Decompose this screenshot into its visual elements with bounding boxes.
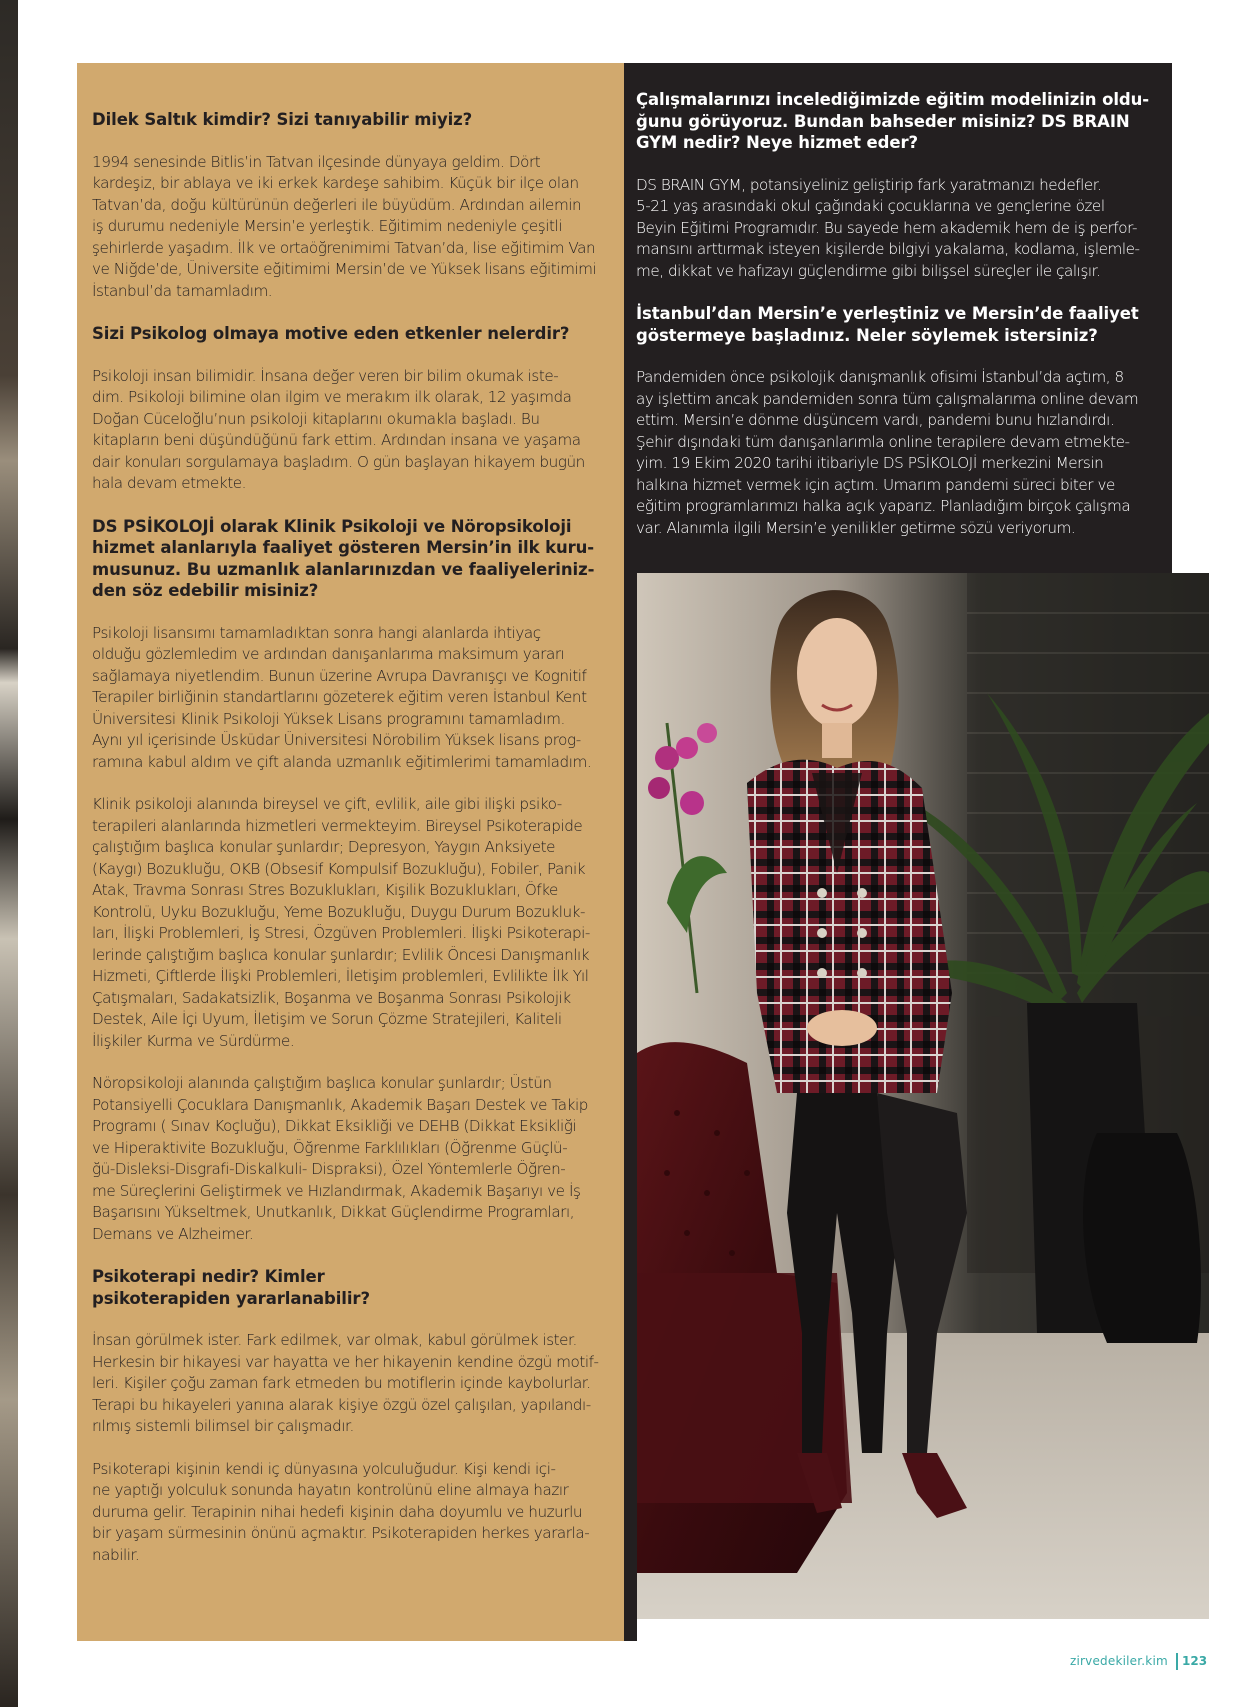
text-line: lerinde çalıştığım başlıca konular şunlardır; Evlilik Öncesi Danışmanlık — [92, 945, 590, 964]
text-line: Destek, Aile İçi Uyum, İletişim ve Sorun Çözme Stratejileri, Kaliteli — [92, 1010, 562, 1028]
text-line: den söz edebilir misiniz? — [92, 581, 319, 600]
text-line: Psikoloji insan bilimidir. İnsana değer veren bir bilim okumak iste- — [92, 366, 559, 385]
background-photo-edge — [0, 0, 18, 1707]
text-line: halkına hizmet vermek için açtım. Umarım pandemi süreci biter ve — [636, 475, 1115, 494]
text-line: GYM nedir? Neye hizmet eder? — [636, 133, 918, 152]
text-line: hizmet alanlarıyla faaliyet gösteren Mersin’in ilk kuru- — [92, 538, 595, 557]
text-line: Sizi Psikolog olmaya motive eden etkenler nelerdir? — [92, 324, 570, 343]
text-line: Psikoterapi nedir? Kimler — [92, 1267, 325, 1286]
question-heading — [92, 1266, 610, 1309]
text-line: Doğan Cüceloğlu’nun psikoloji kitaplarını okumakla başladı. Bu — [92, 409, 540, 428]
text-line: DS BRAIN GYM, potansiyeliniz geliştirip fark yaratmanızı hedefler. — [636, 175, 1102, 194]
text-line: Terapi bu hikayeleri yanına alarak kişiye özgü özel çalışılan, yapılandı- — [92, 1395, 591, 1414]
text-line: Tatvan’da, doğu kültürünün değerleri ile büyüdüm. Ardından ailemin — [92, 195, 582, 214]
text-line: İnsan görülmek ister. Fark edilmek, var olmak, kabul görülmek ister. — [92, 1331, 577, 1349]
text-line: Demans ve Alzheimer. — [92, 1224, 254, 1243]
text-line: terapileri alanlarında hizmetleri vermekteyim. Bireysel Psikoterapide — [92, 816, 583, 835]
text-line: İlişkiler Kurma ve Sürdürme. — [92, 1031, 295, 1050]
text-line: Pandemiden önce psikolojik danışmanlık ofisimi İstanbul’da açtım, 8 — [636, 368, 1124, 386]
text-line: Programı ( Sınav Koçluğu), Dikkat Eksikliği ve DEHB (Dikkat Eksikliği — [92, 1117, 577, 1135]
footer-divider — [1176, 1653, 1178, 1670]
text-line: Psikoloji lisansımı tamamladıktan sonra hangi alanlarda ihtiyaç — [92, 623, 541, 642]
text-line: Herkesin bir hikayesi var hayatta ve her hikayenin kendine özgü motif- — [92, 1352, 599, 1371]
text-line: DS PSİKOLOJİ olarak Klinik Psikoloji ve Nöropsikoloji — [92, 516, 572, 536]
text-line: leri. Kişiler çoğu zaman fark etmeden bu motiflerin içinde kaybolurlar. — [92, 1374, 591, 1392]
text-line: şehirlerde yaşadım. İlk ve ortaöğrenimimi Tatvan’da, lise eğitimim Van — [92, 238, 596, 257]
text-line: ğü-Disleksi-Disgrafi-Diskalkuli- Dispraksi), Özel Yöntemlerle Öğren- — [92, 1160, 566, 1178]
text-line: çalıştığım başlıca konular şunlardır; Depresyon, Yaygın Anksiyete — [92, 838, 556, 856]
text-line: Hizmeti, Çiftlerde İlişki Problemleri, İletişim problemleri, Evlilikte İlk Yıl — [92, 967, 589, 985]
text-line: Psikoterapi kişinin kendi iç dünyasına yolculuğudur. Kişi kendi içi- — [92, 1459, 556, 1478]
text-line: Aynı yıl içerisinde Üsküdar Üniversitesi Nörobilim Yüksek lisans prog- — [92, 731, 581, 749]
text-line: Çatışmaları, Sadakatsizlik, Boşanma ve Boşanma Sonrası Psikolojik — [92, 988, 571, 1007]
text-line: kitapların beni düşündüğünü fark ettim. Ardından insana ve yaşama — [92, 431, 581, 449]
text-line: kardeşiz, bir ablaya ve iki erkek kardeşe sahibim. Küçük bir ilçe olan — [92, 174, 579, 192]
text-line: ettim. Mersin’e dönme düşüncem vardı, pandemi bunu hızlandırdı. — [636, 411, 1115, 429]
text-line: 1994 senesinde Bitlis’in Tatvan ilçesinde dünyaya geldim. Dört — [92, 152, 541, 171]
text-line: İstanbul’dan Mersin’e yerleştiniz ve Mersin’de faaliyet — [636, 304, 1139, 323]
text-line: Atak, Travma Sonrası Stres Bozuklukları, Kişilik Bozuklukları, Öfke — [92, 881, 558, 899]
answer-paragraph — [92, 366, 610, 495]
text-line: Dilek Saltık kimdir? Sizi tanıyabilir miyiz? — [92, 110, 473, 129]
photo-border — [624, 573, 637, 1641]
text-line: 5-21 yaş arasındaki okul çağındaki çocuklarına ve gençlerine özel — [636, 197, 1105, 215]
answer-paragraph — [92, 1073, 610, 1245]
text-line: olduğu gözlemledim ve ardından danışanlarıma maksimum yararı — [92, 645, 565, 663]
answer-paragraph — [92, 152, 610, 303]
answer-paragraph — [636, 175, 1150, 283]
text-line: ve Niğde’de, Üniversite eğitimimi Mersin’de ve Yüksek lisans eğitimimi — [92, 260, 597, 278]
text-line: Terapiler birliğinin standartlarını gözeterek eğitim veren İstanbul Kent — [92, 688, 587, 706]
text-line: psikoterapiden yararlanabilir? — [92, 1288, 370, 1308]
answer-paragraph — [636, 367, 1150, 539]
question-heading — [636, 303, 1150, 346]
text-line: hala devam etmekte. — [92, 474, 246, 492]
text-line: (Kaygı) Bozukluğu, OKB (Obsesif Kompulsif Bozukluğu), Fobiler, Panik — [92, 859, 586, 878]
text-line: me, dikkat ve hafızayı güçlendirme gibi bilişsel süreçler ile çalışır. — [636, 261, 1101, 280]
text-line: yim. 19 Ekim 2020 tarihi itibariyle DS PSİKOLOJİ merkezini Mersin — [636, 454, 1104, 472]
text-line: eğitim programlarımızı halka açık yaparız. Planladığım birçok çalışma — [636, 497, 1131, 515]
text-line: sağlamaya niyetlendim. Bunun üzerine Avrupa Davranışçı ve Kognitif — [92, 666, 587, 685]
text-line: ve Hiperaktivite Bozukluğu, Öğrenme Farklılıkları (Öğrenme Güçlü- — [92, 1138, 568, 1157]
text-line: bir yaşam sürmesinin önünü açmaktır. Psikoterapiden herkes yararla- — [92, 1524, 590, 1542]
text-line: nabilir. — [92, 1545, 140, 1564]
portrait-photo — [637, 573, 1209, 1619]
question-heading — [92, 323, 610, 345]
text-line: Potansiyelli Çocuklara Danışmanlık, Akademik Başarı Destek ve Takip — [92, 1095, 588, 1114]
text-line: Beyin Eğitimi Programıdır. Bu sayede hem akademik hem de iş perfor- — [636, 218, 1137, 237]
text-line: Çalışmalarınızı incelediğimizde eğitim modelinizin oldu- — [636, 90, 1149, 109]
answer-paragraph — [92, 794, 610, 1052]
text-line: Şehir dışındaki tüm danışanlarımla online terapilere devam etmekte- — [636, 432, 1130, 451]
left-text-column — [77, 63, 624, 1641]
text-line: mansını arttırmak isteyen kişilerde bilgiyi yakalama, kodlama, işlemle- — [636, 240, 1140, 258]
text-line: duruma gelir. Terapinin nihai hedefi kişinin daha doyumlu ve huzurlu — [92, 1502, 583, 1521]
text-line: musunuz. Bu uzmanlık alanlarınızdan ve faaliyeleriniz- — [92, 559, 595, 579]
text-line: Kontrolü, Uyku Bozukluğu, Yeme Bozukluğu, Duygu Durum Bozukluk- — [92, 902, 586, 921]
answer-paragraph — [92, 1459, 610, 1567]
text-line: Üniversitesi Klinik Psikoloji Yüksek Lisans programını tamamladım. — [92, 709, 565, 728]
page-number: 123 — [1182, 1654, 1208, 1668]
text-line: me Süreçlerini Geliştirmek ve Hızlandırmak, Akademik Başarıyı ve İş — [92, 1181, 581, 1200]
text-line: ay işlettim ancak pandemiden sonra tüm çalışmalarıma online devam — [636, 389, 1139, 408]
text-line: ramına kabul aldım ve çift alanda uzmanlık eğitimlerimi tamamladım. — [92, 752, 592, 771]
text-line: var. Alanımla ilgili Mersin’e yenilikler getirme sözü veriyorum. — [636, 518, 1076, 537]
answer-paragraph — [92, 623, 610, 774]
text-line: Başarısını Yükseltmek, Unutkanlık, Dikkat Güçlendirme Programları, — [92, 1203, 575, 1221]
answer-paragraph — [92, 1330, 610, 1438]
right-text-column — [624, 63, 1172, 573]
text-line: Nöropsikoloji alanında çalıştığım başlıca konular şunlardır; Üstün — [92, 1074, 552, 1092]
text-line: dair konuları sorgulamaya başladım. O gün başlayan hikayem bugün — [92, 452, 585, 471]
question-heading — [636, 89, 1150, 154]
question-heading — [92, 516, 610, 602]
text-line: göstermeye başladınız. Neler söylemek istersiniz? — [636, 325, 1098, 345]
text-line: rılmış sistemli bilimsel bir çalışmadır. — [92, 1417, 354, 1435]
text-line: ları, İlişki Problemleri, İş Stresi, Özgüven Problemleri. İlişki Psikoterapi- — [92, 924, 590, 942]
text-line: dim. Psikoloji bilimine olan ilgim ve merakım ilk olarak, 12 yaşımda — [92, 388, 572, 406]
text-line: İstanbul’da tamamladım. — [92, 281, 273, 300]
question-heading — [92, 109, 610, 131]
text-line: ne yaptığı yolculuk sonunda hayatın kontrolünü eline almaya hazır — [92, 1481, 569, 1499]
text-line: ğunu görüyoruz. Bundan bahseder misiniz? DS BRAIN — [636, 111, 1130, 131]
text-line: Klinik psikoloji alanında bireysel ve çift, evlilik, aile gibi ilişki psiko- — [92, 795, 562, 813]
text-line: iş durumu nedeniyle Mersin’e yerleştik. Eğitimim nedeniyle çeşitli — [92, 217, 563, 235]
footer-site[interactable]: zirvedekiler.kim — [1070, 1654, 1168, 1668]
